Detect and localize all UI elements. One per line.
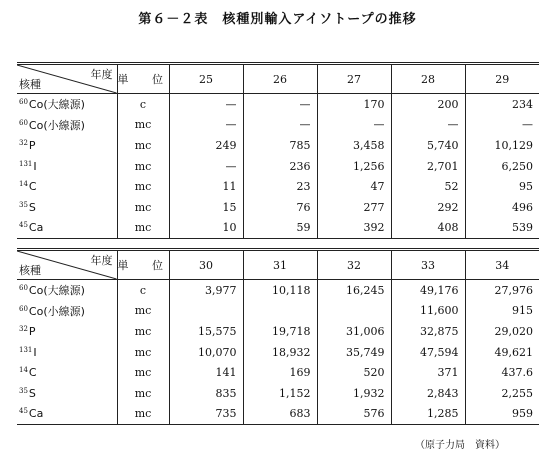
- nuclide-name: S: [28, 200, 36, 214]
- value-cell: 29,020: [465, 321, 539, 342]
- value-cell: 292: [391, 197, 465, 218]
- value-cell: 576: [317, 404, 391, 425]
- nuclide-cell: [17, 156, 117, 177]
- table-row: [17, 156, 539, 177]
- table-row: [17, 383, 539, 404]
- mass-number: 14: [19, 366, 28, 375]
- nuclide-cell: [17, 321, 117, 342]
- table-row: [17, 218, 539, 239]
- value-cell: 683: [243, 404, 317, 425]
- table-row: [17, 135, 539, 156]
- unit-cell: mc: [117, 342, 169, 363]
- year-header: 27: [317, 64, 391, 94]
- value-cell: 10,118: [243, 280, 317, 301]
- value-cell: 141: [169, 362, 243, 383]
- nuclide-label: 核種: [19, 78, 41, 91]
- mass-number: 60: [19, 304, 28, 313]
- mass-number: 14: [19, 180, 28, 189]
- header-row: [17, 250, 539, 280]
- value-cell: 18,932: [243, 342, 317, 363]
- header-row: [17, 64, 539, 94]
- value-cell: 35,749: [317, 342, 391, 363]
- nuclide-cell: [17, 135, 117, 156]
- nuclide-cell: [17, 301, 117, 322]
- value-cell: 49,176: [391, 280, 465, 301]
- value-cell: 49,621: [465, 342, 539, 363]
- value-cell: 1,932: [317, 383, 391, 404]
- nuclide-name: I: [33, 159, 37, 173]
- unit-cell: mc: [117, 176, 169, 197]
- unit-header: 単 位: [117, 250, 169, 280]
- value-cell: 2,255: [465, 383, 539, 404]
- nuclide-label: 核種: [19, 264, 41, 277]
- unit-cell: mc: [117, 156, 169, 177]
- unit-cell: mc: [117, 115, 169, 136]
- value-cell: 11,600: [391, 301, 465, 322]
- nuclide-name: I: [33, 345, 37, 359]
- value-cell: [169, 301, 243, 322]
- unit-cell: c: [117, 94, 169, 115]
- value-cell: 1,256: [317, 156, 391, 177]
- table-row: [17, 280, 539, 301]
- nuclide-cell: [17, 383, 117, 404]
- unit-cell: mc: [117, 197, 169, 218]
- nuclide-cell: [17, 280, 117, 301]
- year-header: 31: [243, 250, 317, 280]
- unit-cell: mc: [117, 135, 169, 156]
- year-header: 26: [243, 64, 317, 94]
- unit-header: 単 位: [117, 64, 169, 94]
- value-cell: 1,152: [243, 383, 317, 404]
- header-corner-cell: [17, 250, 117, 280]
- value-cell: 234: [465, 94, 539, 115]
- value-cell: 76: [243, 197, 317, 218]
- value-cell: 10,129: [465, 135, 539, 156]
- value-cell: 10: [169, 218, 243, 239]
- nuclide-name: P: [28, 324, 36, 338]
- value-cell: 408: [391, 218, 465, 239]
- value-cell: —: [169, 156, 243, 177]
- mass-number: 32: [19, 324, 28, 333]
- value-cell: 2,701: [391, 156, 465, 177]
- nuclide-name: Co(大線源): [28, 98, 85, 112]
- unit-cell: mc: [117, 362, 169, 383]
- value-cell: 15: [169, 197, 243, 218]
- table-row: [17, 94, 539, 115]
- value-cell: 520: [317, 362, 391, 383]
- page-title: 第６－２表 核種別輸入アイソトープの推移: [138, 12, 417, 27]
- nuclide-cell: [17, 218, 117, 239]
- value-cell: 915: [465, 301, 539, 322]
- mass-number: 131: [19, 159, 33, 168]
- year-header: 29: [465, 64, 539, 94]
- value-cell: 249: [169, 135, 243, 156]
- value-cell: [317, 301, 391, 322]
- table-row: [17, 176, 539, 197]
- mass-number: 35: [19, 386, 28, 395]
- nuclide-name: Ca: [28, 221, 44, 235]
- nuclide-name: Ca: [28, 407, 44, 421]
- value-cell: 959: [465, 404, 539, 425]
- value-cell: 735: [169, 404, 243, 425]
- value-cell: 59: [243, 218, 317, 239]
- value-cell: 10,070: [169, 342, 243, 363]
- year-header: 25: [169, 64, 243, 94]
- value-cell: 236: [243, 156, 317, 177]
- unit-cell: mc: [117, 404, 169, 425]
- value-cell: [243, 301, 317, 322]
- mass-number: 35: [19, 200, 28, 209]
- value-cell: 835: [169, 383, 243, 404]
- table-row: [17, 321, 539, 342]
- mass-number: 131: [19, 345, 33, 354]
- nuclide-name: Co(小線源): [28, 304, 85, 318]
- year-header: 32: [317, 250, 391, 280]
- table-2: [17, 248, 539, 425]
- value-cell: 785: [243, 135, 317, 156]
- value-cell: 16,245: [317, 280, 391, 301]
- value-cell: 1,285: [391, 404, 465, 425]
- value-cell: —: [243, 115, 317, 136]
- nuclide-cell: [17, 362, 117, 383]
- nuclide-cell: [17, 115, 117, 136]
- value-cell: 496: [465, 197, 539, 218]
- value-cell: 11: [169, 176, 243, 197]
- table-row: [17, 197, 539, 218]
- table-1: [17, 62, 539, 239]
- value-cell: 23: [243, 176, 317, 197]
- year-header: 34: [465, 250, 539, 280]
- mass-number: 32: [19, 138, 28, 147]
- year-label: 年度: [90, 254, 113, 267]
- value-cell: 95: [465, 176, 539, 197]
- nuclide-name: Co(小線源): [28, 118, 85, 132]
- unit-cell: mc: [117, 301, 169, 322]
- table-row: [17, 404, 539, 425]
- source-note: （原子力局 資料）: [415, 440, 505, 451]
- value-cell: 3,458: [317, 135, 391, 156]
- value-cell: —: [243, 94, 317, 115]
- nuclide-cell: [17, 197, 117, 218]
- value-cell: 170: [317, 94, 391, 115]
- unit-cell: mc: [117, 321, 169, 342]
- nuclide-name: C: [28, 366, 37, 380]
- value-cell: 200: [391, 94, 465, 115]
- value-cell: 15,575: [169, 321, 243, 342]
- value-cell: 437.6: [465, 362, 539, 383]
- table-row: [17, 342, 539, 363]
- nuclide-cell: [17, 176, 117, 197]
- nuclide-cell: [17, 94, 117, 115]
- value-cell: 371: [391, 362, 465, 383]
- value-cell: 32,875: [391, 321, 465, 342]
- header-corner-cell: [17, 64, 117, 94]
- table-row: [17, 115, 539, 136]
- unit-cell: c: [117, 280, 169, 301]
- value-cell: 31,006: [317, 321, 391, 342]
- unit-cell: mc: [117, 218, 169, 239]
- value-cell: —: [169, 94, 243, 115]
- year-label: 年度: [90, 68, 113, 81]
- year-header: 28: [391, 64, 465, 94]
- value-cell: 47,594: [391, 342, 465, 363]
- value-cell: 27,976: [465, 280, 539, 301]
- mass-number: 60: [19, 284, 28, 293]
- value-cell: —: [169, 115, 243, 136]
- value-cell: 6,250: [465, 156, 539, 177]
- nuclide-name: C: [28, 180, 37, 194]
- unit-cell: mc: [117, 383, 169, 404]
- mass-number: 60: [19, 118, 28, 127]
- value-cell: 392: [317, 218, 391, 239]
- nuclide-cell: [17, 342, 117, 363]
- value-cell: 169: [243, 362, 317, 383]
- value-cell: 47: [317, 176, 391, 197]
- mass-number: 45: [19, 407, 28, 416]
- value-cell: 5,740: [391, 135, 465, 156]
- mass-number: 45: [19, 221, 28, 230]
- value-cell: 3,977: [169, 280, 243, 301]
- value-cell: 52: [391, 176, 465, 197]
- value-cell: 277: [317, 197, 391, 218]
- value-cell: 19,718: [243, 321, 317, 342]
- value-cell: —: [465, 115, 539, 136]
- nuclide-name: S: [28, 386, 36, 400]
- nuclide-name: Co(大線源): [28, 284, 85, 298]
- year-header: 33: [391, 250, 465, 280]
- value-cell: 2,843: [391, 383, 465, 404]
- table-row: [17, 362, 539, 383]
- value-cell: 539: [465, 218, 539, 239]
- table-row: [17, 301, 539, 322]
- year-header: 30: [169, 250, 243, 280]
- nuclide-name: P: [28, 138, 36, 152]
- value-cell: —: [317, 115, 391, 136]
- mass-number: 60: [19, 98, 28, 107]
- value-cell: —: [391, 115, 465, 136]
- nuclide-cell: [17, 404, 117, 425]
